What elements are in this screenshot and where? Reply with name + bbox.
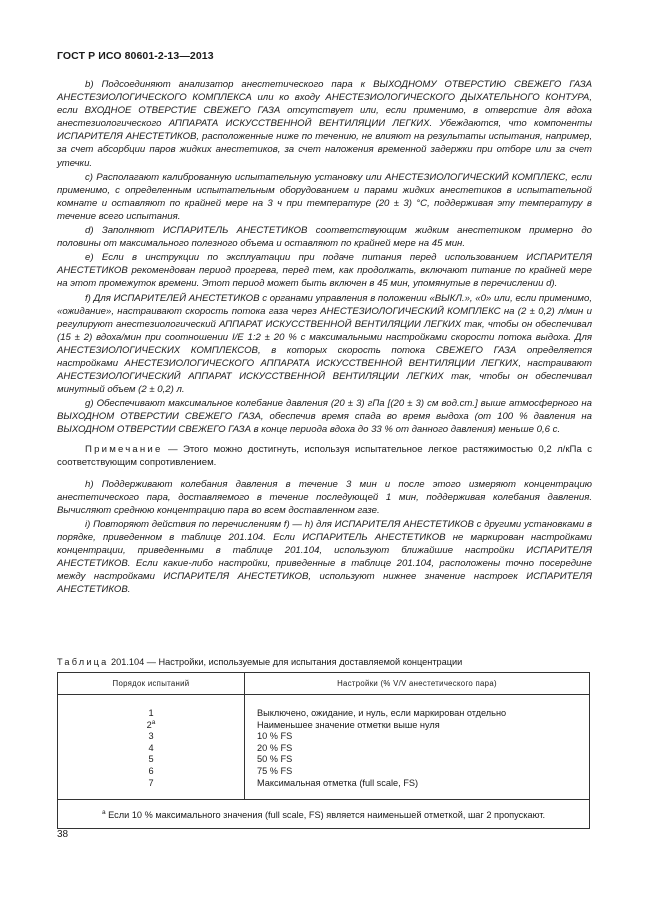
order-cell: 1 xyxy=(148,708,154,718)
setting-cell: 50 % FS xyxy=(257,754,293,765)
footnote-mark: a xyxy=(101,809,106,817)
paragraph-b: b) Подсоединяют анализатор анестетического пара к ВЫХОДНОМУ ОТВЕРСТИЮ СВЕЖЕГО ГАЗА АНЕСТЕЗИОЛОГИЧЕСКОГО КОМПЛЕКСА или ко входу АНЕСТЕЗИОЛОГИЧЕСКОГО ДЫХАТЕЛЬНОГО КОНТУРА, если ВХОДНОЕ ОТВЕРСТИЕ СВЕЖЕГО ГАЗА отсутствует или, если применимо, в отверстие для вдоха анестезиологического АППАРАТА ИСКУССТВЕННОЙ ВЕНТИЛЯЦИИ ЛЕГКИХ. Убеждаются, что компоненты ИСПАРИТЕЛЯ АНЕСТЕТИКОВ, расположенные ниже по течению, не влияют на результаты испытания, например, за счет абсорбции паров жидких анестетиков, за счет наложения временной задержки при отборе или за счет утечки. xyxy=(57,79,592,169)
table-footnote-row xyxy=(58,800,590,829)
order-cell: 5 xyxy=(148,754,154,765)
order-cell: 2$^a$ xyxy=(146,718,156,730)
setting-cell: 10 % FS xyxy=(257,731,293,742)
order-column xyxy=(58,695,245,800)
table-caption-text: 201.104 — Настройки, используемые для испытания доставляемой концентрации xyxy=(108,657,463,667)
settings-column xyxy=(245,695,590,800)
document-body xyxy=(57,78,592,598)
note-text: — Этого можно достигнуть, используя испытательное легкое растяжимостью 0,2 л/кПа с соответствующим сопротивлением. xyxy=(57,443,592,468)
footnote-ref: a xyxy=(151,718,156,726)
col-header-order: Порядок испытаний xyxy=(58,673,245,695)
paragraph-e: e) Если в инструкции по эксплуатации при подаче питания перед использованием ИСПАРИТЕЛЯ АНЕСТЕТИКОВ рекомендован период прогрева, перед тем, как продолжать, включают питание по крайней мере на этот промежуток времени. Этот период может быть включен в 45 мин, упомянутые в перечислении d). xyxy=(57,252,592,290)
paragraph-i: i) Повторяют действия по перечислениям f) — h) для ИСПАРИТЕЛЯ АНЕСТЕТИКОВ с другими установками в порядке, приведенном в таблице 201.104. Если ИСПАРИТЕЛЬ АНЕСТЕТИКОВ не маркирован настройками концентрации, приведенными в таблице 201.104, используют ближайшие настройки ИСПАРИТЕЛЯ АНЕСТЕТИКОВ. Если какие-либо настройки, приведенные в таблице 201.104, расположены точно посередине между настройками ИСПАРИТЕЛЯ АНЕСТЕТИКОВ, используют нижнее значение настроек ИСПАРИТЕЛЯ АНЕСТЕТИКОВ. xyxy=(57,519,592,596)
note-label: Примечание xyxy=(85,443,163,455)
order-cell: 6 xyxy=(148,765,154,776)
table-caption-label: Таблица xyxy=(57,657,109,667)
footnote-text: Если 10 % максимального значения (full scale, FS) является наименьшей отметкой, шаг 2 пропускают. xyxy=(105,810,545,821)
table-row xyxy=(58,695,590,800)
paragraph-c: c) Располагают калиброванную испытательную установку или АНЕСТЕЗИОЛОГИЧЕСКИЙ КОМПЛЕКС, если применимо, с определенным испытательным оборудованием и парами жидких анестетиков в испытательной комнате и оставляют по крайней мере на 3 ч при температуре (20 ± 3) °С, поддерживая эту температуру в течение всего испытания. xyxy=(57,171,592,222)
table-footnote xyxy=(58,800,590,829)
table-header-row xyxy=(58,673,590,695)
setting-cell: Наименьшее значение отметки выше нуля xyxy=(257,719,440,730)
setting-cell: Выключено, ожидание, и нуль, если маркирован отдельно xyxy=(257,708,507,718)
note-paragraph xyxy=(57,443,592,469)
setting-cell: 20 % FS xyxy=(257,742,293,753)
paragraph-d: d) Заполняют ИСПАРИТЕЛЬ АНЕСТЕТИКОВ соответствующим жидким анестетиком примерно до половины от максимального полезного объема и оставляют по крайней мере на 45 мин. xyxy=(57,225,592,250)
paragraph-h: h) Поддерживают колебания давления в течение 3 мин и после этого измеряют концентрацию анестетического пара, доставляемого в течение последующей 1 мин, поддерживая колебания давления. Вычисляют среднюю концентрацию пара во всем доставленном газе. xyxy=(57,478,592,516)
settings-table xyxy=(57,672,590,829)
paragraph-f: f) Для ИСПАРИТЕЛЕЙ АНЕСТЕТИКОВ с органами управления в положении «ВЫКЛ.», «0» или, если применимо, «ожидание», настраивают скорость потока газа через АНЕСТЕЗИОЛОГИЧЕСКИЙ КОМПЛЕКС на (2 ± 0,2) л/мин и регулируют анестезиологический АППАРАТ ИСКУССТВЕННОЙ ВЕНТИЛЯЦИИ ЛЕГКИХ так, чтобы он обеспечивал (15 ± 2) вдоха/мин при соотношении I/E 1:2 ± 20 % с максимальными настройками скорости потока выдоха. Для АНЕСТЕЗИОЛОГИЧЕСКИХ КОМПЛЕКСОВ, в которых скорость потока СВЕЖЕГО ГАЗА определяется настройками АНЕСТЕЗИОЛОГИЧЕСКОГО АППАРАТА ИСКУССТВЕННОЙ ВЕНТИЛЯЦИИ ЛЕГКИХ, настраивают АНЕСТЕЗИОЛОГИЧЕСКИЙ АППАРАТ ИСКУССТВЕННОЙ ВЕНТИЛЯЦИИ ЛЕГКИХ так, чтобы он обеспечивал минутный объем (2 ± 0,2) л. xyxy=(57,292,592,396)
standard-header: ГОСТ Р ИСО 80601-2-13—2013 xyxy=(57,50,214,62)
table-caption xyxy=(57,657,597,667)
col-header-settings: Настройки (% V/V анестетического пара) xyxy=(245,673,590,695)
page-number: 38 xyxy=(57,829,69,840)
order-cell: 3 xyxy=(148,731,154,742)
order-cell: 4 xyxy=(148,742,154,753)
setting-cell: Максимальная отметка (full scale, FS) xyxy=(257,777,419,788)
setting-cell: 75 % FS xyxy=(257,765,293,776)
order-cell: 7 xyxy=(148,777,154,788)
paragraph-g: g) Обеспечивают максимальное колебание давления (20 ± 3) гПа [(20 ± 3) см вод.ст.] выше атмосферного на ВЫХОДНОМ ОТВЕРСТИИ СВЕЖЕГО ГАЗА, обеспечив время спада во время выдоха (от 100 % давления на ВЫХОДНОМ ОТВЕРСТИИ СВЕЖЕГО ГАЗА в конце периода вдоха до 33 % от данного давления) меньше 0,6 с. xyxy=(57,398,592,436)
